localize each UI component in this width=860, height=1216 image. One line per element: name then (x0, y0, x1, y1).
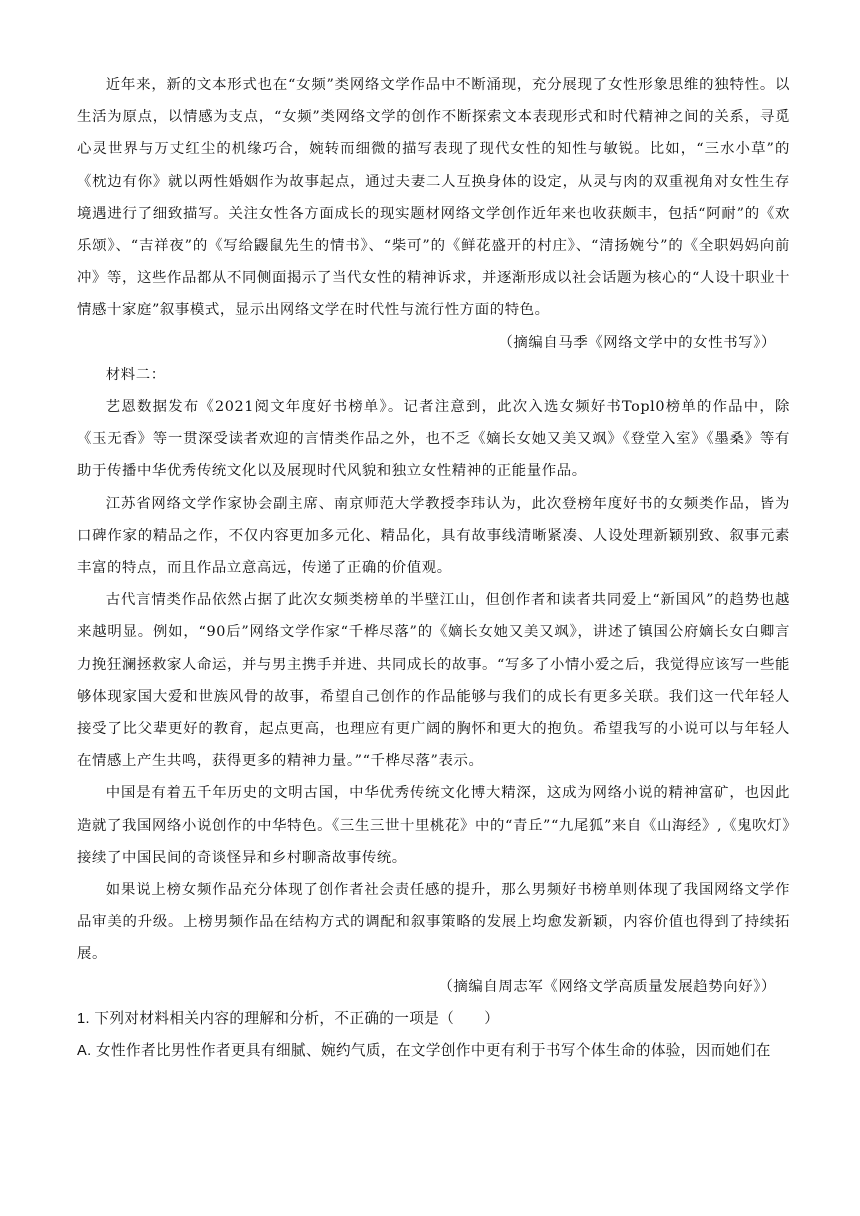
material-one-source: （摘编自马季《网络文学中的女性书写》） (498, 334, 776, 351)
material-two-paragraph-3: 古代言情类作品依然占据了此次女频类榜单的半壁江山，但创作者和读者共同爱上“新国风”的趋势也越来越明显。例如，“90后”网络文学作家“千桦尽落”的《嫡长女她又美又飒》，讲述了镇国公府嫡长女白卿言力挽狂澜拯救家人命运，并与男主携手并进、共同成长的故事。“写多了小情小爱之后，我觉得应该写一些能够体现家国大爱和世族风骨的故事，希望自己创作的作品能够与我们的成长有更多关联。我们这一代年轻人接受了比父辈更好的教育，起点更高，也理应有更广阔的胸怀和更大的抱负。希望我写的小说可以与年轻人在情感上产生共鸣，获得更多的精神力量。”“千桦尽落”表示。 (77, 592, 790, 770)
material-one-paragraph: 近年来，新的文本形式也在“女频”类网络文学作品中不断涌现，充分展现了女性形象思维的独特性。以生活为原点，以情感为支点，“女频”类网络文学的创作不断探索文本表现形式和时代精神之间的关系，寻觅心灵世界与万丈红尘的机缘巧合，婉转而细微的描写表现了现代女性的知性与敏锐。比如，“三水小草”的《枕边有你》就以两性婚姻作为故事起点，通过夫妻二人互换身体的设定，从灵与肉的双重视角对女性生存境遇进行了细致描写。关注女性各方面成长的现实题材网络文学创作近年来也收获颇丰，包括“阿耐”的《欢乐颂》、“吉祥夜”的《写给鼹鼠先生的情书》、“柴可”的《鲜花盛开的村庄》、“清扬婉兮”的《全职妈妈向前冲》等，这些作品都从不同侧面揭示了当代女性的精神诉求，并逐渐形成以社会话题为核心的“人设十职业十情感十家庭”叙事模式，显示出网络文学在时代性与流行性方面的特色。 (77, 77, 790, 319)
material-two-source: （摘编自周志军《网络文学高质量发展趋势向好》） (438, 978, 776, 995)
material-two-paragraph-5: 如果说上榜女频作品充分体现了创作者社会责任感的提升，那么男频好书榜单则体现了我国网络文学作品审美的升级。上榜男频作品在结构方式的调配和叙事策略的发展上均愈发新颖，内容价值也得到了持续拓展。 (77, 882, 790, 963)
question-stem: 1. 下列对材料相关内容的理解和分析，不正确的一项是（ ） (77, 1010, 500, 1027)
material-two-label: 材料二： (105, 366, 166, 383)
material-two-paragraph-4: 中国是有着五千年历史的文明古国，中华优秀传统文化博大精深，这成为网络小说的精神富矿，也因此造就了我国网络小说创作的中华特色。《三生三世十里桃花》中的“青丘”“九尾狐”来自《山海经》,《鬼吹灯》接续了中国民间的奇谈怪异和乡村聊斋故事传统。 (77, 785, 790, 866)
material-two-paragraph-2: 江苏省网络文学作家协会副主席、南京师范大学教授李玮认为，此次登榜年度好书的女频类作品，皆为口碑作家的精品之作，不仅内容更加多元化、精品化，具有故事线清晰紧凑、人设处理新颖别致、叙事元素丰富的特点，而且作品立意高远，传递了正确的价值观。 (77, 495, 790, 577)
question-option-a: A. 女性作者比男性作者更具有细腻、婉约气质，在文学创作中更有利于书写个体生命的体验，因而她们在 (77, 1043, 771, 1060)
material-two-paragraph-1: 艺恩数据发布《2021阅文年度好书榜单》。记者注意到，此次入选女频好书Topl0榜单的作品中，除《玉无香》等一贯深受读者欢迎的言情类作品之外，也不乏《嫡长女她又美又飒》《登堂入室》《墨桑》等有助于传播中华优秀传统文化以及展现时代风貌和独立女性精神的正能量作品。 (77, 399, 790, 480)
